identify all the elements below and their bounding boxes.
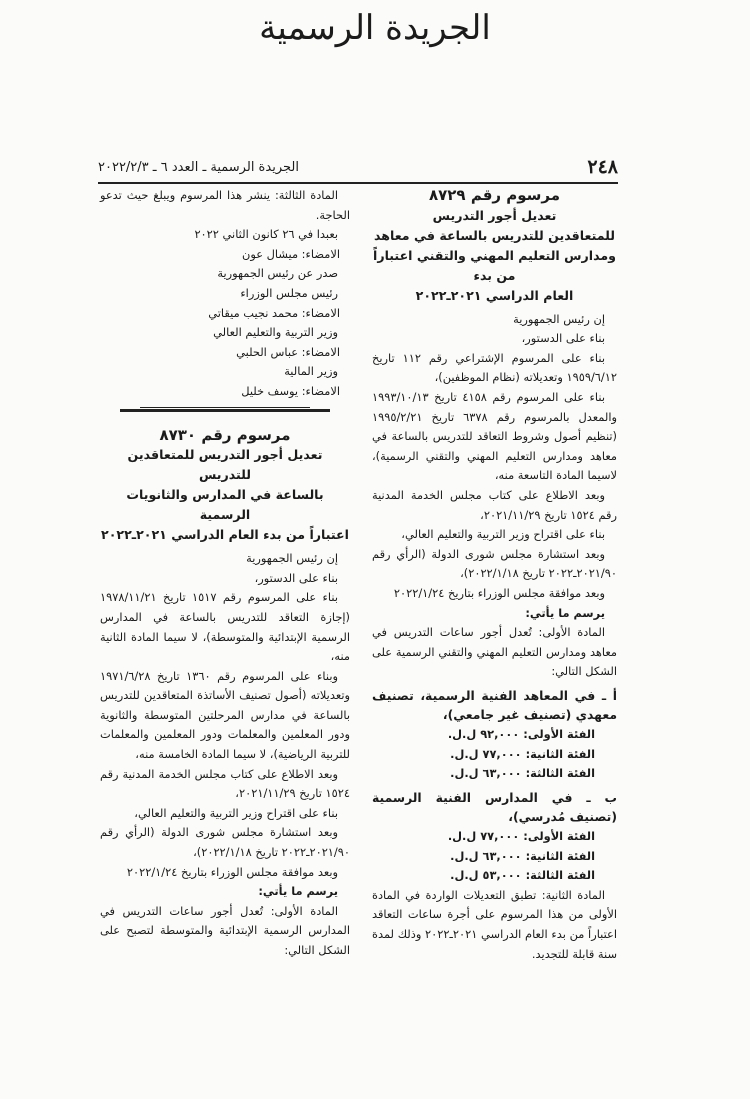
legal-basis: وبناء على المرسوم رقم ١٣٦٠ تاريخ ١٩٧١/٦/٢٨ وتعديلاته (أصول تصنيف الأساتذة المتعاقدين للتدريس بالساعة في مدارس المرحلتين المتوسطة والثانوية ودور المعلمين والمعلمات ودور المعلمين والمعلمات للتربية الرياضية)، لا سيما المادة الخامسة منه، — [100, 668, 350, 762]
decree-number: مرسوم رقم ٨٧٣٠ — [159, 425, 291, 444]
minister-title: وزير المالية — [284, 364, 338, 379]
page-number: ٢٤٨ — [587, 156, 618, 178]
issued-by: صدر عن رئيس الجمهورية — [217, 266, 338, 281]
legal-basis: وبعد استشارة مجلس شورى الدولة (الرأي رقم ٢٠٢١/٩٠ـ٢٠٢٢ تاريخ ٢٠٢٢/١/١٨)، — [372, 546, 617, 581]
legal-basis: بناء على اقتراح وزير التربية والتعليم العالي، — [401, 527, 605, 542]
grade-rate: الفئة الأولى: ٩٢,٠٠٠ ل.ل. — [447, 727, 595, 742]
grade-rate: الفئة الثانية: ٧٧,٠٠٠ ل.ل. — [450, 746, 595, 761]
signature: الامضاء: عباس الحلبي — [236, 344, 340, 359]
legal-basis: بناء على المرسوم رقم ٤١٥٨ تاريخ ١٩٩٣/١٠/١٣ والمعدل بالمرسوم رقم ٦٣٧٨ تاريخ ١٩٩٥/٢/٢١ (تنظيم أصول وشروط التعاقد للتدريس بالساعة في معاهد ومدارس التعليم المهني والتقني الرسمية)، لاسيما المادة التاسعة منه، — [372, 389, 618, 483]
signature: الامضاء: ميشال عون — [241, 246, 340, 261]
decree-subject-line: بالساعة في المدارس والثانويات الرسمية — [126, 487, 324, 523]
decree-8730-column — [100, 186, 350, 961]
pm-title: رئيس مجلس الوزراء — [240, 285, 338, 300]
legal-basis: بناء على المرسوم رقم ١٥١٧ تاريخ ١٩٧٨/١١/٢١ (إجازة التعاقد للتدريس بالساعة في المدارس الرسمية الإبتدائية والمتوسطة)، لا سيما المادة الثانية منه، — [100, 590, 350, 664]
section-a-heading: أ ـ في المعاهد الفنية الرسمية، تصنيف معهدي (تصنيف غير جامعي)، — [372, 687, 617, 723]
decrees-line: يرسم ما يأتي: — [258, 884, 338, 899]
constitution-line: بناء على الدستور، — [254, 570, 338, 585]
decree-subject-line: للمتعاقدين للتدريس بالساعة في معاهد — [373, 227, 616, 243]
decree-subject-line: تعديل أجور التدريس — [432, 207, 557, 223]
signature: الامضاء: يوسف خليل — [241, 383, 340, 398]
section-b-heading: ب ـ في المدارس الفنية الرسمية (تصنيف مُدرسي)، — [372, 789, 617, 825]
legal-basis: وبعد موافقة مجلس الوزراء بتاريخ ٢٠٢٢/١/٢٤ — [126, 864, 338, 879]
decree-separator — [100, 404, 350, 416]
president-line: إن رئيس الجمهورية — [513, 311, 605, 326]
president-line: إن رئيس الجمهورية — [246, 551, 338, 566]
legal-basis: وبعد الاطلاع على كتاب مجلس الخدمة المدنية رقم ١٥٢٤ تاريخ ٢٠٢١/١١/٢٩، — [372, 487, 617, 522]
gazette-banner-title: الجريدة الرسمية — [259, 8, 491, 48]
decrees-line: يرسم ما يأتي: — [525, 605, 605, 620]
legal-basis: بناء على اقتراح وزير التربية والتعليم العالي، — [134, 805, 338, 820]
decree-8729-column — [372, 186, 617, 964]
signing-date: بعبدا في ٢٦ كانون الثاني ٢٠٢٢ — [194, 227, 338, 242]
minister-title: وزير التربية والتعليم العالي — [213, 325, 338, 340]
article-3: المادة الثالثة: ينشر هذا المرسوم ويبلغ حيث تدعو الحاجة. — [100, 188, 350, 222]
legal-basis: وبعد موافقة مجلس الوزراء بتاريخ ٢٠٢٢/١/٢٤ — [393, 585, 605, 600]
legal-basis: وبعد الاطلاع على كتاب مجلس الخدمة المدنية رقم ١٥٢٤ تاريخ ٢٠٢١/١١/٢٩، — [100, 766, 350, 801]
grade-rate: الفئة الثالثة: ٥٣,٠٠٠ ل.ل. — [450, 868, 595, 883]
constitution-line: بناء على الدستور، — [521, 331, 605, 346]
legal-basis: بناء على المرسوم الإشتراعي رقم ١١٢ تاريخ ١٩٥٩/٦/١٢ وتعديلاته (نظام الموظفين)، — [372, 350, 617, 385]
decree-subject-line: اعتباراً من بدء العام الدراسي ٢٠٢١ـ٢٠٢٢ — [101, 527, 349, 543]
decree-number: مرسوم رقم ٨٧٢٩ — [428, 186, 561, 204]
issue-info: الجريدة الرسمية ـ العدد ٦ ـ ٢٠٢٢/٢/٣ — [98, 160, 299, 175]
legal-basis: وبعد استشارة مجلس شورى الدولة (الرأي رقم ٢٠٢١/٩٠ـ٢٠٢٢ تاريخ ٢٠٢٢/١/١٨)، — [100, 825, 350, 860]
article-2: المادة الثانية: تطبق التعديلات الواردة في المادة الأولى من هذا المرسوم على أجرة ساعات التعاقد اعتباراً من بدء العام الدراسي ٢٠٢١ـ٢٠٢٢ وذلك لمدة سنة قابلة للتجديد. — [372, 887, 618, 961]
article-1: المادة الأولى: تُعدل أجور ساعات التدريس في المدارس الرسمية الإبتدائية والمتوسطة لتصبح على الشكل التالي: — [100, 903, 350, 957]
decree-subject-line: ومدارس التعليم المهني والتقني اعتباراً من بدء — [373, 247, 616, 283]
signature: الامضاء: محمد نجيب ميقاتي — [208, 305, 340, 320]
running-header — [98, 156, 618, 184]
article-1: المادة الأولى: تُعدل أجور ساعات التدريس في معاهد ومدارس التعليم المهني والتقني الرسمية على الشكل التالي: — [372, 625, 617, 679]
grade-rate: الفئة الثانية: ٦٣,٠٠٠ ل.ل. — [450, 848, 595, 863]
decree-subject-line: العام الدراسي ٢٠٢١ـ٢٠٢٢ — [415, 287, 574, 303]
grade-rate: الفئة الثالثة: ٦٣,٠٠٠ ل.ل. — [450, 766, 595, 781]
decree-subject-line: تعديل أجور التدريس للمتعاقدين للتدريس — [127, 447, 323, 483]
grade-rate: الفئة الأولى: ٧٧,٠٠٠ ل.ل. — [447, 829, 595, 844]
